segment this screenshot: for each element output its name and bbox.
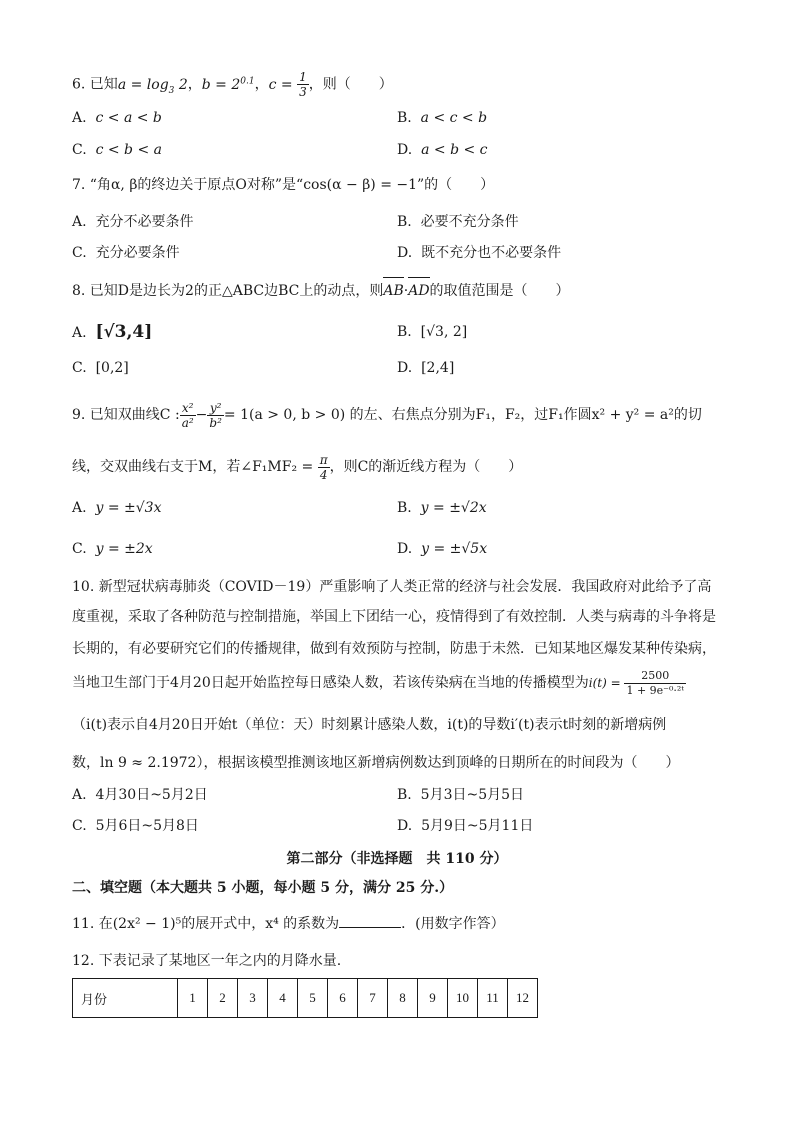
q8-stem: 8. 已知D是边长为2的正△ABC边BC上的动点，则AB·AD的取值范围是（ ） <box>72 280 724 302</box>
q8-option-d: D. [2,4] <box>397 360 455 376</box>
q9-stem-line2: 线，交双曲线右支于M，若∠F₁MF₂ = $\frac{\pi}{4}$ ，则C的渐近线方程为（ ） <box>72 452 523 482</box>
part2-title: 第二部分（非选择题 共 110 分） <box>286 851 508 867</box>
q9-option-d: D. y = ±√5x <box>397 541 488 557</box>
q8-option-b: B. [√3, 2] <box>397 324 468 340</box>
q8-option-c: C. [0,2] <box>72 360 129 376</box>
vector-ad: AD <box>408 280 429 302</box>
q6-option-b: B. a < c < b <box>397 110 488 126</box>
table-row <box>73 979 538 1018</box>
table-cell: 12 <box>508 979 538 1018</box>
q11-answer-blank <box>339 913 401 928</box>
q6-option-c: C. c < b < a <box>72 142 162 158</box>
q7-option-c: C. 充分必要条件 <box>72 245 180 261</box>
q10-line6: 数，ln 9 ≈ 2.1972），根据该模型推测该地区新增病例数达到顶峰的日期所在的时间段为（ ） <box>72 755 680 771</box>
q10-line2: 度重视，采取了各种防范与控制措施，举国上下团结一心，疫情得到了有效控制．人类与病毒的斗争将是 <box>72 609 716 625</box>
vector-ab: AB <box>383 280 403 302</box>
q9-stem-line1: 9. 已知双曲线C : $\frac{\text{x²}}{\text{a²}}$ − $\frac{\text{y²}}{\text{b²}}$ = 1(a > 0, b > 0) 的左、右焦点分别为F₁，F₂，过F₁作圆x² + y² = a²的切 <box>72 400 702 430</box>
fill-section-title: 二、填空题（本大题共 5 小题，每小题 5 分，满分 25 分.） <box>72 880 454 896</box>
q10-option-d: D. 5月9日~5月11日 <box>397 818 534 834</box>
q8-option-a: A. [√3,4] <box>72 322 153 342</box>
q7-stem: 7. “角α, β的终边关于原点O对称”是“cos(α − β) = −1”的（ ） <box>72 177 495 193</box>
q6-b-expr: $b = 2^{0.1}$ <box>201 76 255 93</box>
q6-stem: 6. 已知$a = \log_3 2$，$b = 2^{0.1}$，c = $\frac{1}{3}$ ，则（ ） <box>72 70 393 100</box>
q6-suffix: ，则（ ） <box>308 76 393 93</box>
table-cell: 3 <box>238 979 268 1018</box>
table-cell: 8 <box>388 979 418 1018</box>
q9-option-a: A. y = ±√3x <box>72 500 162 516</box>
table-cell: 5 <box>298 979 328 1018</box>
q10-option-c: C. 5月6日~5月8日 <box>72 818 199 834</box>
q11-stem: 11. 在(2x² − 1)⁵的展开式中，x⁴ 的系数为 ．(用数字作答） <box>72 913 724 935</box>
q7-option-a: A. 充分不必要条件 <box>72 214 194 230</box>
table-cell: 10 <box>448 979 478 1018</box>
q10-option-b: B. 5月3日~5月5日 <box>397 787 525 803</box>
q6-option-a: A. c < a < b <box>72 110 162 126</box>
q10-line3: 长期的，有必要研究它们的传播规律，做到有效预防与控制，防患于未然．已知某地区爆发某种传染病， <box>72 641 716 657</box>
q7-option-b: B. 必要不充分条件 <box>397 214 519 230</box>
q10-line4: 当地卫生部门于4月20日起开始监控每日感染人数，若该传染病在当地的传播模型为i(t) = $\frac{2500}{\text{1 + 9e⁻⁰·²ᵗ}}$ <box>72 668 685 697</box>
table-header-month: 月份 <box>73 979 178 1018</box>
q9-option-c: C. y = ±2x <box>72 541 153 557</box>
q6-c-expr: c = $\frac{1}{3}$ <box>268 70 307 100</box>
table-cell: 1 <box>178 979 208 1018</box>
table-cell: 11 <box>478 979 508 1018</box>
table-cell: 4 <box>268 979 298 1018</box>
table-cell: 2 <box>208 979 238 1018</box>
table-cell: 6 <box>328 979 358 1018</box>
table-cell: 9 <box>418 979 448 1018</box>
q12-stem: 12. 下表记录了某地区一年之内的月降水量. <box>72 953 342 969</box>
precipitation-table <box>72 978 538 1018</box>
q10-line1: 10. 新型冠状病毒肺炎（COVID－19）严重影响了人类正常的经济与社会发展．我国政府对此给予了高 <box>72 579 712 595</box>
q7-option-d: D. 既不充分也不必要条件 <box>397 245 562 261</box>
table-cell: 7 <box>358 979 388 1018</box>
q6-option-d: D. a < b < c <box>397 142 488 158</box>
q9-option-b: B. y = ±√2x <box>397 500 487 516</box>
q6-prefix: 6. 已知 <box>72 76 118 93</box>
q6-a-expr: $a = \log_3 2$ <box>117 76 188 96</box>
q10-line5: （i(t)表示自4月20日开始t（单位：天）时刻累计感染人数，i(t)的导数i′(t)表示t时刻的新增病例 <box>72 717 667 733</box>
q10-option-a: A. 4月30日~5月2日 <box>72 787 208 803</box>
